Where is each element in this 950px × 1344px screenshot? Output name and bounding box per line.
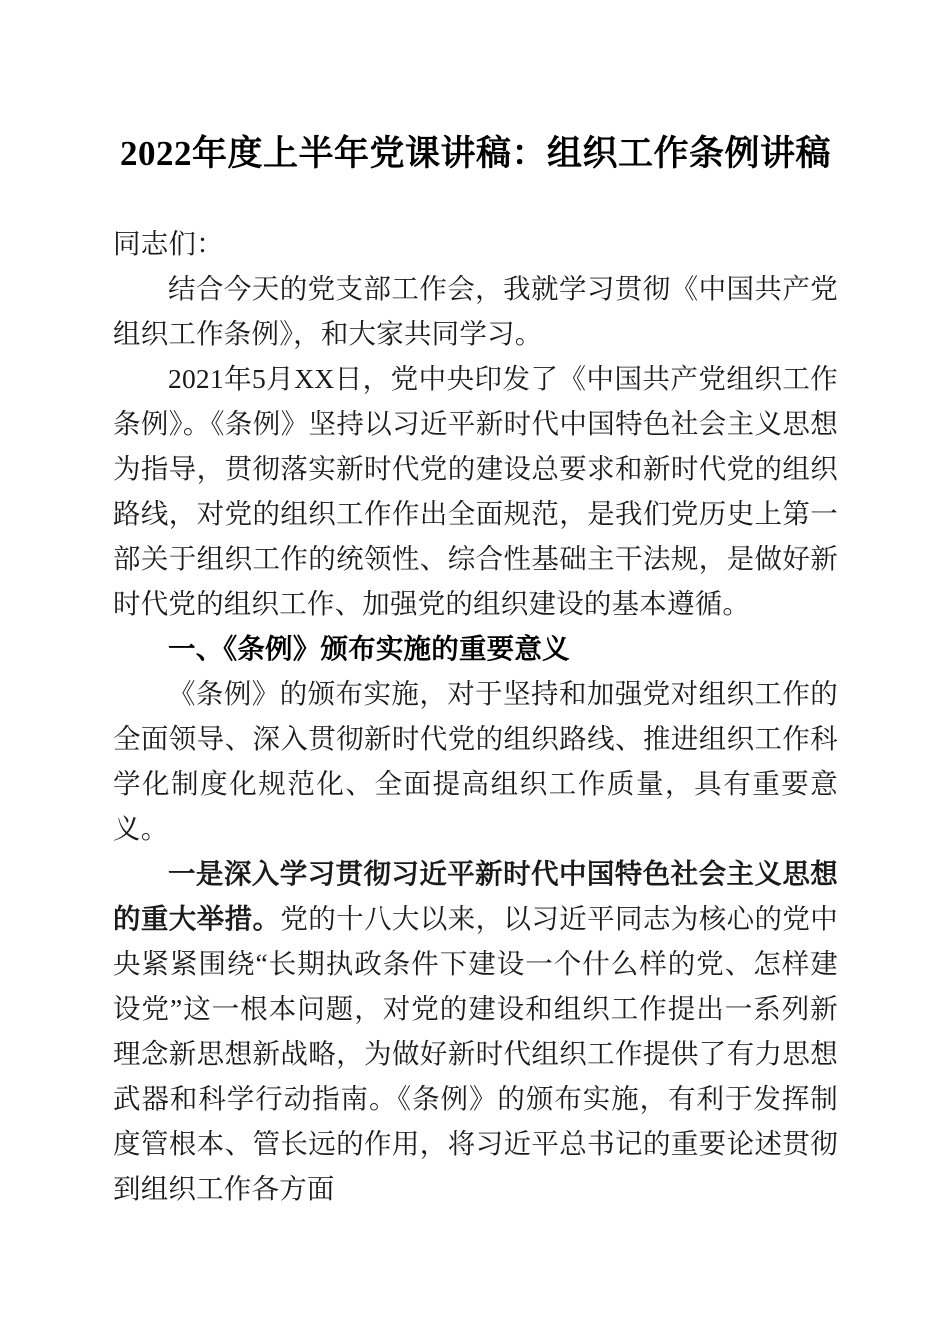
paragraph-section1-significance: 《条例》的颁布实施，对于坚持和加强党对组织工作的全面领导、深入贯彻新时代党的组织路线、推进组织工作科学化制度化规范化、全面提高组织工作质量，具有重要意义。: [113, 678, 838, 844]
paragraph-section1-point-one: [113, 851, 838, 1211]
point-one-body: 党的十八大以来，以习近平同志为核心的党中央紧紧围绕“长期执政条件下建设一个什么样的党、怎样建设党”这一根本问题，对党的建设和组织工作提出一系列新理念新思想新战略，为做好新时代组织工作提供了有力思想武器和科学行动指南。《条例》的颁布实施，有利于发挥制度管根本、管长远的作用，将习近平总书记的重要论述贯彻到组织工作各方面: [113, 903, 839, 1204]
page-title: [113, 0, 838, 177]
section-heading-1: 一、《条例》颁布实施的重要意义: [168, 633, 570, 664]
paragraph-intro: 结合今天的党支部工作会，我就学习贯彻《中国共产党组织工作条例》，和大家共同学习。: [113, 273, 838, 349]
salutation: 同志们：: [113, 228, 224, 259]
title-body-spacer: [113, 177, 838, 221]
document-content: [113, 0, 838, 1211]
point-one-lead: 一是深入学习贯彻习近平新时代中国特色社会主义思想的重大举措。: [113, 858, 838, 934]
paragraph-background: 2021年5月XX日，党中央印发了《中国共产党组织工作条例》。《条例》坚持以习近平新时代中国特色社会主义思想为指导，贯彻落实新时代党的建设总要求和新时代党的组织路线，对党的组织工作作出全面规范，是我们党历史上第一部关于组织工作的统领性、综合性基础主干法规，是做好新时代党的组织工作、加强党的组织建设的基本遵循。: [113, 363, 838, 619]
page-title-text: 2022年度上半年党课讲稿：组织工作条例讲稿: [119, 134, 831, 173]
